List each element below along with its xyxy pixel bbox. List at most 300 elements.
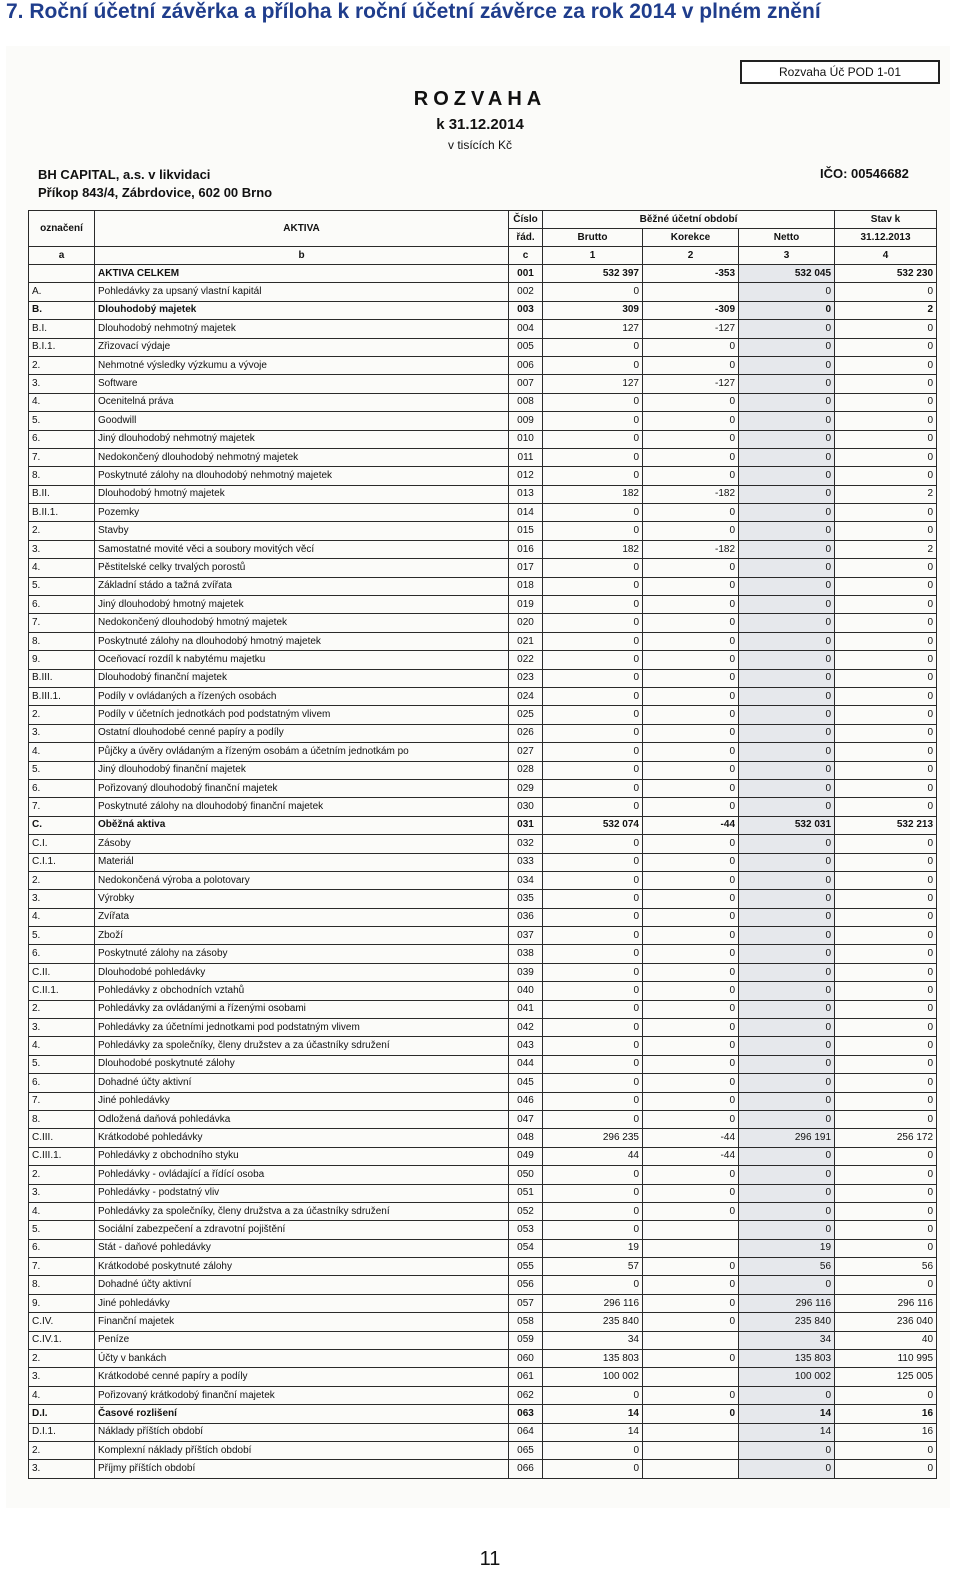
table-row [29,908,937,926]
row-brutto: 0 [543,1386,643,1404]
header-brutto: Brutto [543,229,643,247]
row-korekce [643,283,739,301]
row-korekce: 0 [643,522,739,540]
row-prior: 0 [835,1202,937,1220]
row-netto: 0 [739,1221,835,1239]
row-code: 6. [29,430,95,448]
row-korekce [643,1423,739,1441]
company-ico: IČO: 00546682 [820,166,909,181]
row-brutto: 0 [543,669,643,687]
row-korekce: 0 [643,632,739,650]
table-row [29,338,937,356]
row-brutto: 0 [543,835,643,853]
row-number: 042 [509,1019,543,1037]
row-label: Krátkodobé poskytnuté zálohy [95,1258,509,1276]
row-number: 003 [509,301,543,319]
row-label: Pohledávky - ovládající a řídící osoba [95,1166,509,1184]
row-netto: 0 [739,706,835,724]
row-netto: 0 [739,724,835,742]
table-row [29,853,937,871]
row-number: 036 [509,908,543,926]
table-row [29,430,937,448]
row-prior: 0 [835,1092,937,1110]
row-number: 041 [509,1000,543,1018]
row-korekce [643,1239,739,1257]
row-number: 051 [509,1184,543,1202]
row-code: 3. [29,724,95,742]
row-label: Zvířata [95,908,509,926]
row-prior: 0 [835,393,937,411]
row-code: 2. [29,1166,95,1184]
table-row [29,1276,937,1294]
row-code: 5. [29,412,95,430]
row-netto: 0 [739,651,835,669]
row-label: Podíly v ovládaných a řízených osobách [95,687,509,705]
row-label: Pořizovaný dlouhodobý finanční majetek [95,779,509,797]
row-brutto: 0 [543,467,643,485]
row-label: Podíly v účetních jednotkách pod podstatným vlivem [95,706,509,724]
table-row [29,1460,937,1478]
row-netto: 100 002 [739,1368,835,1386]
row-prior: 0 [835,1221,937,1239]
header-netto: Netto [739,229,835,247]
row-code: C. [29,816,95,834]
table-row [29,945,937,963]
row-prior: 125 005 [835,1368,937,1386]
row-netto: 0 [739,1442,835,1460]
table-row [29,577,937,595]
row-korekce: 0 [643,467,739,485]
row-label: Jiný dlouhodobý nehmotný majetek [95,430,509,448]
row-brutto: 0 [543,687,643,705]
table-row [29,522,937,540]
row-label: Dlouhodobý hmotný majetek [95,485,509,503]
row-korekce: 0 [643,890,739,908]
row-korekce: 0 [643,1386,739,1404]
row-label: Materiál [95,853,509,871]
row-netto: 0 [739,393,835,411]
row-code: 4. [29,1037,95,1055]
row-brutto: 0 [543,1037,643,1055]
row-prior: 0 [835,614,937,632]
row-label: Pohledávky za ovládanými a řízenými osobami [95,1000,509,1018]
row-netto: 0 [739,467,835,485]
table-row [29,1294,937,1312]
row-code: 3. [29,1019,95,1037]
row-korekce: -309 [643,301,739,319]
row-netto: 0 [739,945,835,963]
row-prior: 0 [835,743,937,761]
row-label: Pěstitelské celky trvalých porostů [95,559,509,577]
row-prior: 0 [835,927,937,945]
row-prior: 0 [835,706,937,724]
row-netto: 532 045 [739,265,835,283]
row-prior: 0 [835,1074,937,1092]
table-row [29,982,937,1000]
row-label: Finanční majetek [95,1313,509,1331]
row-code: 8. [29,1110,95,1128]
row-brutto: 0 [543,1110,643,1128]
row-netto: 0 [739,669,835,687]
row-korekce: 0 [643,651,739,669]
row-prior: 532 230 [835,265,937,283]
page-heading: 7. Roční účetní závěrka a příloha k roční účetní závěrce za rok 2014 v plném znění [6,0,821,23]
header-col-1: 1 [543,247,643,265]
table-row [29,301,937,319]
row-brutto: 14 [543,1405,643,1423]
table-row [29,651,937,669]
row-brutto: 0 [543,1092,643,1110]
row-code: 8. [29,467,95,485]
row-korekce: 0 [643,835,739,853]
row-label: Jiný dlouhodobý finanční majetek [95,761,509,779]
table-row [29,467,937,485]
row-brutto: 0 [543,283,643,301]
row-brutto: 0 [543,871,643,889]
row-brutto: 0 [543,1460,643,1478]
row-netto: 0 [739,559,835,577]
row-prior: 0 [835,982,937,1000]
row-prior: 56 [835,1258,937,1276]
row-netto: 0 [739,320,835,338]
row-prior: 0 [835,559,937,577]
row-number: 019 [509,596,543,614]
row-prior: 0 [835,448,937,466]
row-prior: 256 172 [835,1129,937,1147]
table-row [29,265,937,283]
row-korekce: 0 [643,1184,739,1202]
table-row [29,1055,937,1073]
row-brutto: 0 [543,448,643,466]
row-label: Pohledávky - podstatný vliv [95,1184,509,1202]
row-prior: 0 [835,724,937,742]
row-brutto: 0 [543,927,643,945]
table-row [29,706,937,724]
row-netto: 0 [739,1055,835,1073]
row-code: B. [29,301,95,319]
row-label: Nehmotné výsledky výzkumu a vývoje [95,356,509,374]
row-number: 029 [509,779,543,797]
row-label: Jiné pohledávky [95,1092,509,1110]
row-netto: 0 [739,1166,835,1184]
row-netto: 0 [739,1074,835,1092]
row-number: 026 [509,724,543,742]
row-code: C.II. [29,963,95,981]
row-netto: 296 191 [739,1129,835,1147]
row-number: 009 [509,412,543,430]
row-number: 020 [509,614,543,632]
row-code: B.I. [29,320,95,338]
table-row [29,1313,937,1331]
row-prior: 0 [835,577,937,595]
table-row [29,412,937,430]
row-code: 4. [29,393,95,411]
row-brutto: 0 [543,890,643,908]
row-number: 061 [509,1368,543,1386]
row-netto: 0 [739,835,835,853]
row-label: Pořizovaný krátkodobý finanční majetek [95,1386,509,1404]
row-korekce: 0 [643,706,739,724]
row-code: C.III. [29,1129,95,1147]
row-code: 2. [29,522,95,540]
row-code: C.III.1. [29,1147,95,1165]
row-netto: 0 [739,632,835,650]
row-number: 033 [509,853,543,871]
row-netto: 34 [739,1331,835,1349]
row-number: 066 [509,1460,543,1478]
row-number: 014 [509,504,543,522]
row-prior: 16 [835,1405,937,1423]
row-korekce: 0 [643,1294,739,1312]
row-brutto: 296 116 [543,1294,643,1312]
row-korekce: 0 [643,908,739,926]
row-brutto: 0 [543,982,643,1000]
row-label: Ocenitelná práva [95,393,509,411]
header-col-b: b [95,247,509,265]
row-label: Poskytnuté zálohy na dlouhodobý nehmotný majetek [95,467,509,485]
row-prior: 532 213 [835,816,937,834]
row-code: 7. [29,448,95,466]
row-number: 056 [509,1276,543,1294]
row-netto: 0 [739,927,835,945]
row-korekce: 0 [643,393,739,411]
row-brutto: 182 [543,485,643,503]
row-netto: 0 [739,614,835,632]
row-korekce: 0 [643,798,739,816]
row-korekce: 0 [643,614,739,632]
row-code: 7. [29,1092,95,1110]
row-number: 030 [509,798,543,816]
header-col-c: c [509,247,543,265]
row-brutto: 0 [543,761,643,779]
table-row [29,890,937,908]
table-row [29,596,937,614]
row-korekce: -353 [643,265,739,283]
row-netto: 0 [739,798,835,816]
row-korekce: -44 [643,816,739,834]
row-netto: 0 [739,504,835,522]
row-prior: 2 [835,540,937,558]
row-code: 2. [29,1442,95,1460]
table-row [29,1019,937,1037]
row-code: 4. [29,1202,95,1220]
row-prior: 0 [835,1000,937,1018]
row-label: Zřizovací výdaje [95,338,509,356]
row-brutto: 19 [543,1239,643,1257]
row-brutto: 0 [543,945,643,963]
row-code: 6. [29,1074,95,1092]
row-number: 016 [509,540,543,558]
row-code: 2. [29,1350,95,1368]
row-brutto: 0 [543,338,643,356]
table-row [29,1184,937,1202]
row-prior: 0 [835,1147,937,1165]
row-netto: 56 [739,1258,835,1276]
row-label: Sociální zabezpečení a zdravotní pojištění [95,1221,509,1239]
row-korekce: 0 [643,1276,739,1294]
row-netto: 0 [739,871,835,889]
row-label: Krátkodobé pohledávky [95,1129,509,1147]
row-korekce: 0 [643,430,739,448]
row-number: 018 [509,577,543,595]
row-brutto: 182 [543,540,643,558]
row-code: 4. [29,743,95,761]
row-label: Zboží [95,927,509,945]
row-netto: 135 803 [739,1350,835,1368]
row-code: 5. [29,577,95,595]
row-prior: 0 [835,430,937,448]
row-label: Pohledávky za společníky, členy družstva a za účastníky sdružení [95,1202,509,1220]
header-oznaceni: označení [29,211,95,247]
row-brutto: 0 [543,522,643,540]
row-label: Dlouhodobý majetek [95,301,509,319]
row-prior: 0 [835,632,937,650]
row-netto: 0 [739,1037,835,1055]
table-row [29,614,937,632]
row-netto: 296 116 [739,1294,835,1312]
row-brutto: 14 [543,1423,643,1441]
row-korekce: 0 [643,338,739,356]
header-stav-date: 31.12.2013 [835,229,937,247]
row-label: Komplexní náklady příštích období [95,1442,509,1460]
row-label: Dlouhodobé pohledávky [95,963,509,981]
row-korekce: 0 [643,963,739,981]
row-korekce: -44 [643,1129,739,1147]
row-number: 001 [509,265,543,283]
row-korekce: 0 [643,779,739,797]
row-code: B.III.1. [29,687,95,705]
row-label: Nedokončený dlouhodobý nehmotný majetek [95,448,509,466]
row-korekce: -127 [643,320,739,338]
row-brutto: 0 [543,412,643,430]
table-row [29,283,937,301]
row-korekce: 0 [643,871,739,889]
row-netto: 0 [739,1092,835,1110]
row-code: 2. [29,706,95,724]
row-number: 007 [509,375,543,393]
row-netto: 0 [739,301,835,319]
row-brutto: 0 [543,798,643,816]
assets-table [28,210,937,1479]
row-korekce: 0 [643,412,739,430]
row-number: 049 [509,1147,543,1165]
row-label: Oceňovací rozdíl k nabytému majetku [95,651,509,669]
row-number: 047 [509,1110,543,1128]
table-row [29,798,937,816]
row-korekce: 0 [643,577,739,595]
row-label: Časové rozlišení [95,1405,509,1423]
row-brutto: 0 [543,1276,643,1294]
row-prior: 110 995 [835,1350,937,1368]
row-brutto: 0 [543,614,643,632]
row-code: 9. [29,651,95,669]
row-korekce: 0 [643,761,739,779]
row-code: 5. [29,761,95,779]
row-code: B.II. [29,485,95,503]
row-netto: 0 [739,375,835,393]
row-label: Stavby [95,522,509,540]
header-row-1 [29,211,937,229]
row-prior: 0 [835,1037,937,1055]
table-row [29,1258,937,1276]
row-label: Základní stádo a tažná zvířata [95,577,509,595]
row-korekce: 0 [643,1405,739,1423]
table-row [29,1442,937,1460]
table-row [29,375,937,393]
row-code: 5. [29,1221,95,1239]
row-label: Půjčky a úvěry ovládaným a řízeným osobám a účetním jednotkám po [95,743,509,761]
row-netto: 0 [739,1202,835,1220]
row-number: 044 [509,1055,543,1073]
row-korekce: 0 [643,1258,739,1276]
row-label: Poskytnuté zálohy na dlouhodobý finanční majetek [95,798,509,816]
row-number: 024 [509,687,543,705]
table-row [29,1037,937,1055]
row-netto: 0 [739,430,835,448]
document-units: v tisících Kč [447,138,512,152]
row-number: 055 [509,1258,543,1276]
row-netto: 532 031 [739,816,835,834]
row-number: 028 [509,761,543,779]
row-brutto: 0 [543,1166,643,1184]
row-korekce: -127 [643,375,739,393]
row-prior: 0 [835,320,937,338]
row-korekce: 0 [643,687,739,705]
row-prior: 0 [835,375,937,393]
row-prior: 0 [835,1184,937,1202]
row-brutto: 0 [543,724,643,742]
row-number: 034 [509,871,543,889]
row-number: 023 [509,669,543,687]
table-row [29,1221,937,1239]
row-netto: 14 [739,1405,835,1423]
row-korekce: 0 [643,559,739,577]
page-number: 11 [479,1548,501,1570]
row-prior: 16 [835,1423,937,1441]
row-brutto: 0 [543,908,643,926]
row-prior: 0 [835,669,937,687]
row-label: Nedokončená výroba a polotovary [95,871,509,889]
row-prior: 0 [835,1239,937,1257]
row-brutto: 127 [543,375,643,393]
table-row [29,1350,937,1368]
row-netto: 19 [739,1239,835,1257]
table-row [29,1092,937,1110]
row-korekce [643,1460,739,1478]
row-brutto: 34 [543,1331,643,1349]
table-row [29,816,937,834]
row-netto: 14 [739,1423,835,1441]
row-brutto: 532 397 [543,265,643,283]
row-number: 027 [509,743,543,761]
row-netto: 0 [739,1184,835,1202]
row-number: 038 [509,945,543,963]
row-netto: 0 [739,577,835,595]
row-number: 043 [509,1037,543,1055]
row-label: Dlouhodobý finanční majetek [95,669,509,687]
row-code: D.I.1. [29,1423,95,1441]
row-prior: 0 [835,356,937,374]
row-number: 037 [509,927,543,945]
row-number: 005 [509,338,543,356]
row-label: Stát - daňové pohledávky [95,1239,509,1257]
row-prior: 0 [835,1110,937,1128]
row-code: 8. [29,632,95,650]
row-label: Krátkodobé cenné papíry a podíly [95,1368,509,1386]
row-korekce: 0 [643,669,739,687]
row-code: C.I.1. [29,853,95,871]
table-row [29,559,937,577]
